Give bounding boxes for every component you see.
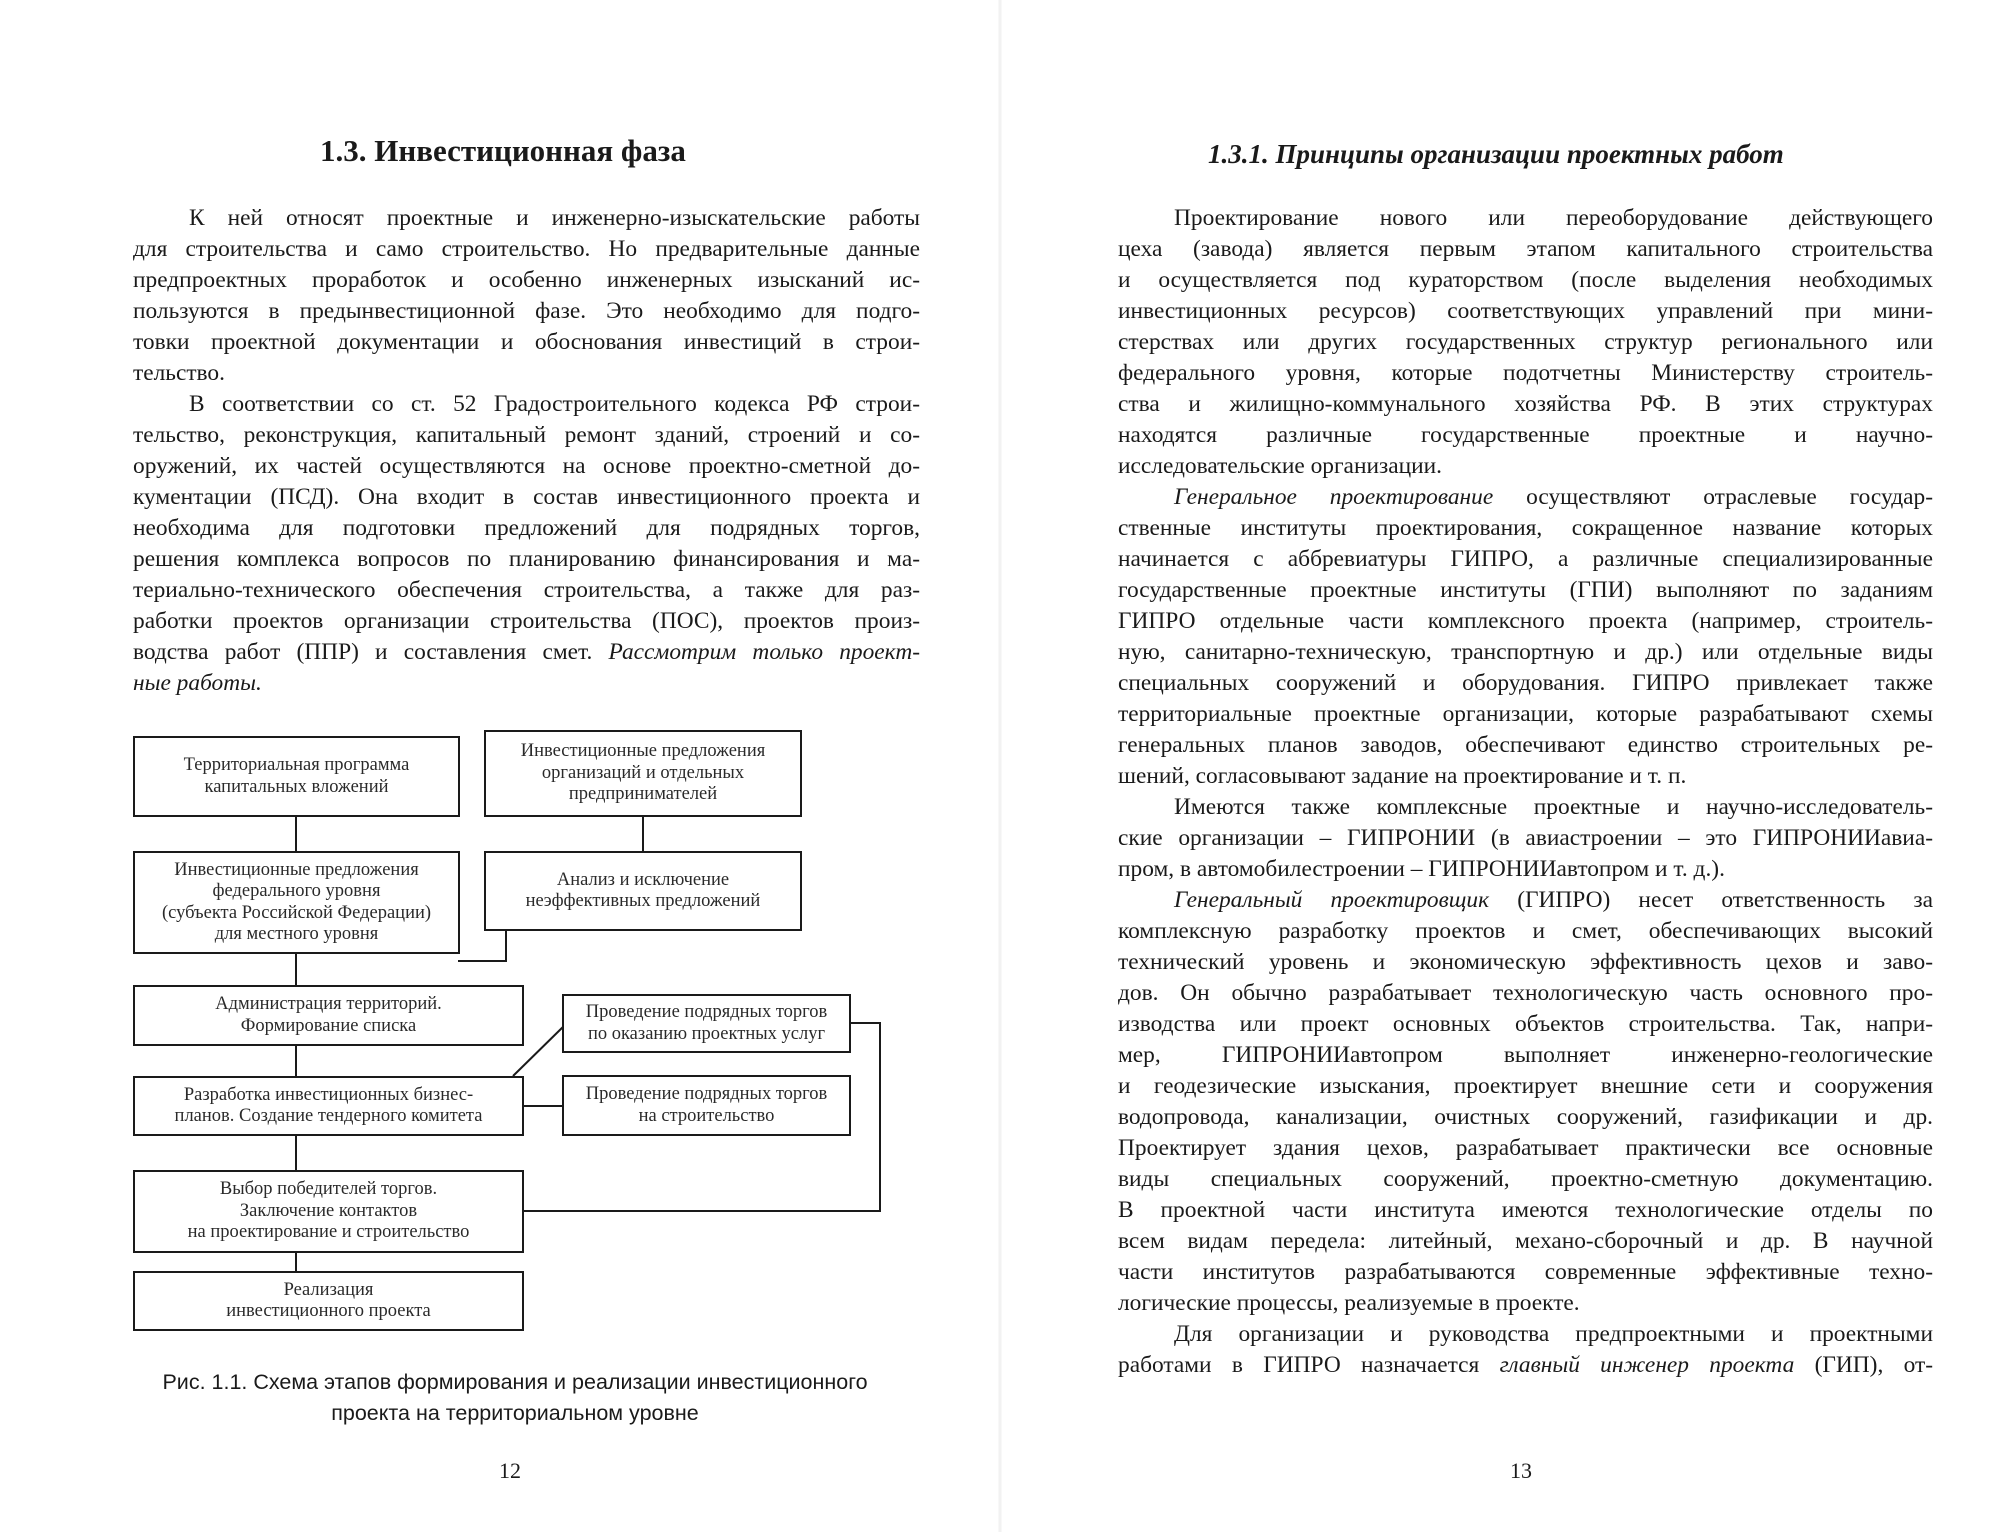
text-fragment: (ГИПРО) несет ответственность за [1489,887,1933,913]
text-line [1118,1350,1933,1381]
text-line: специальных сооружений и оборудования. ГИПРО привлекает также [1118,670,1933,696]
box-text: предпринимателей [568,784,718,805]
text-line [1118,885,1933,916]
text-line: технический уровень и экономическую эффективность цехов и заво- [1118,949,1933,975]
page-number-right: 13 [1510,1458,1532,1483]
diagram-box-design-tenders [562,994,851,1053]
text-line: находятся различные государственные проектные и научно- [1118,422,1933,448]
text-line: предпроектных проработок и особенно инженерных изысканий ис- [133,267,920,293]
paragraph-2 [133,389,920,699]
text-line: шений, согласовывают задание на проектирование и т. п. [1118,763,1687,789]
text-line: дов. Он обычно разрабатывает технологическую часть основного про- [1118,980,1933,1006]
box-text: Администрация территорий. [215,994,442,1014]
text-line: виды специальных сооружений, проектно-сметную документацию. [1118,1166,1933,1192]
text-line: комплексную разработку проектов и смет, обеспечивающих высокий [1118,918,1933,944]
box-text: капитальных вложений [204,776,389,797]
text-line: пользуются в предынвестиционной фазе. Это необходимо для подго- [133,298,920,324]
text-line: изводства или проект основных объектов строительства. Так, напри- [1118,1011,1933,1037]
figure-caption [100,1367,930,1429]
left-body-text [133,203,920,699]
right-body-text [1118,203,1933,1381]
italic-fragment: Генеральное проектирование [1174,484,1494,510]
text-line: и осуществляется под кураторством (после выделения необходимых [1118,267,1933,293]
caption-line: проекта на территориальном уровне [331,1401,699,1425]
text-line: необходима для подготовки предложений для подрядных торгов, [133,515,920,541]
subsection-heading: 1.3.1. Принципы организации проектных работ [1208,139,1784,169]
text-line: ские организации – ГИПРОНИИ (в авиастроении – это ГИПРОНИИавиа- [1118,825,1933,851]
text-line [133,637,920,668]
box-text: инвестиционного проекта [226,1301,431,1321]
box-text: Проведение подрядных торгов [585,1002,828,1022]
text-line: пром, в автомобилестроении – ГИПРОНИИавтопром и т. д.). [1118,856,1725,882]
box-text: Анализ и исключение [556,869,730,890]
box-text: федерального уровня [212,881,381,901]
caption-line: Рис. 1.1. Схема этапов формирования и реализации инвестиционного [162,1370,868,1394]
paragraph-3 [1118,792,1933,885]
text-fragment: (ГИП), от- [1794,1352,1934,1378]
text-line: территориальные проектные организации, которые разрабатывают схемы [1118,701,1933,727]
paragraph-1 [133,203,920,389]
box-text: для местного уровня [214,924,379,944]
text-line: В проектной части института имеются технологические отделы по [1118,1197,1933,1223]
text-line: цеха (завода) является первым этапом капитального строительства [1118,236,1933,262]
section-heading: 1.3. Инвестиционная фаза [320,133,686,168]
diagram-box-winner-selection [133,1170,524,1253]
paragraph-4 [1118,885,1933,1319]
box-text: Выбор победителей торгов. [219,1179,438,1200]
text-line: и геодезические изыскания, проектирует внешние сети и сооружения [1118,1073,1933,1099]
text-line: решения комплекса вопросов по планированию финансирования и ма- [133,546,920,572]
box-text: по оказанию проектных услуг [587,1023,826,1044]
text-line: Проектирует здания цехов, разрабатывает практически все основные [1118,1135,1933,1161]
text-line: Для организации и руководства предпроектными и проектными [1174,1321,1933,1347]
text-line: В соответствии со ст. 52 Градостроительного кодекса РФ строи- [189,391,920,417]
diagram-box-implementation [133,1271,524,1331]
text-line: стерствах или других государственных структур регионального или [1118,329,1933,355]
text-line: генеральных планов заводов, обеспечивают единство строительных ре- [1118,732,1933,758]
text-line: государственные проектные институты (ГПИ) выполняют по заданиям [1118,577,1933,603]
italic-fragment: главный инженер проекта [1499,1352,1795,1378]
box-text: на строительство [638,1105,775,1126]
box-text: организаций и отдельных [541,762,745,783]
text-line: ственные институты проектирования, сокращенное название которых [1118,515,1933,541]
text-fragment: работами в ГИПРО назначается [1118,1352,1500,1378]
text-line: для строительства и само строительство. Но предварительные данные [133,236,920,262]
text-line: начинается с аббревиатуры ГИПРО, а различные специализированные [1118,546,1933,572]
text-line [1118,482,1933,513]
text-line: водопровода, канализации, очистных сооружений, газификации и др. [1118,1104,1933,1130]
box-text: на проектирование и строительство [187,1222,470,1243]
box-text: Реализация [283,1279,374,1300]
text-line: ГИПРО отдельные части комплексного проекта (например, строитель- [1118,608,1933,634]
diagram-box-administration [133,985,524,1046]
text-line: всем видам передела: литейный, механо-сборочный и др. В научной [1118,1228,1933,1254]
text-line: териально-технического обеспечения строительства, а также для раз- [133,577,920,603]
text-line: исследовательские организации. [1118,453,1442,479]
diagram-box-investment-proposals-organizations [484,730,802,817]
book-spine [998,0,1002,1532]
box-text: (субъекта Российской Федерации) [161,902,432,923]
text-line: мер, ГИПРОНИИавтопром выполняет инженерно-геологические [1118,1042,1933,1068]
box-text: Инвестиционные предложения [520,741,766,762]
box-text: планов. Создание тендерного комитета [174,1106,483,1126]
text-line: ства и жилищно-коммунального хозяйства РФ. В этих структурах [1118,391,1933,417]
diagram-box-federal-proposals [133,851,460,954]
text-line: федерального уровня, которые подотчетны Министерству строитель- [1118,360,1933,386]
paragraph-2 [1118,482,1933,792]
text-line: Имеются также комплексные проектные и научно-исследователь- [1174,794,1933,820]
box-text: неэффективных предложений [525,891,761,911]
italic-fragment: Генеральный проектировщик [1174,887,1490,913]
text-line: части институтов разрабатываются современные эффективные техно- [1118,1259,1933,1285]
text-line: оружений, их частей осуществляются на основе проектно-сметной до- [133,453,920,479]
page-number-left: 12 [499,1458,521,1483]
text-line: товки проектной документации и обоснования инвестиций в строи- [133,329,920,355]
italic-fragment: Рассмотрим только проект- [608,639,920,665]
diagram-box-territorial-program [133,736,460,817]
text-line: ные работы. [133,670,262,696]
text-line: К ней относят проектные и инженерно-изыскательские работы [189,205,920,231]
text-line: Проектирование нового или переоборудование действующего [1174,205,1933,231]
box-text: Разработка инвестиционных бизнес- [183,1084,474,1105]
text-line: кументации (ПСД). Она входит в состав инвестиционного проекта и [133,484,920,510]
box-text: Проведение подрядных торгов [585,1084,828,1104]
text-line: логические процессы, реализуемые в проекте. [1118,1290,1580,1316]
diagram-box-analysis [484,851,802,931]
text-line: инвестиционных ресурсов) соответствующих управлений при мини- [1118,298,1933,324]
box-text: Формирование списка [240,1015,417,1036]
box-text: Заключение контактов [239,1200,418,1221]
box-text: Инвестиционные предложения [174,859,419,880]
text-line: ную, санитарно-техническую, транспортную и др.) или отдельные виды [1118,639,1933,665]
text-line: работки проектов организации строительства (ПОС), проектов произ- [133,608,920,634]
diagram-box-construction-tenders [562,1075,851,1136]
text-line: тельство. [133,360,225,386]
paragraph-1 [1118,203,1933,482]
diagram-box-business-plans [133,1076,524,1136]
text-fragment: водства работ (ППР) и составления смет. [133,639,609,665]
paragraph-5 [1118,1319,1933,1381]
box-text: Территориальная программа [183,755,410,775]
text-line: тельство, реконструкция, капитальный ремонт зданий, строений и со- [133,422,920,448]
text-fragment: осуществляют отраслевые государ- [1493,484,1933,510]
